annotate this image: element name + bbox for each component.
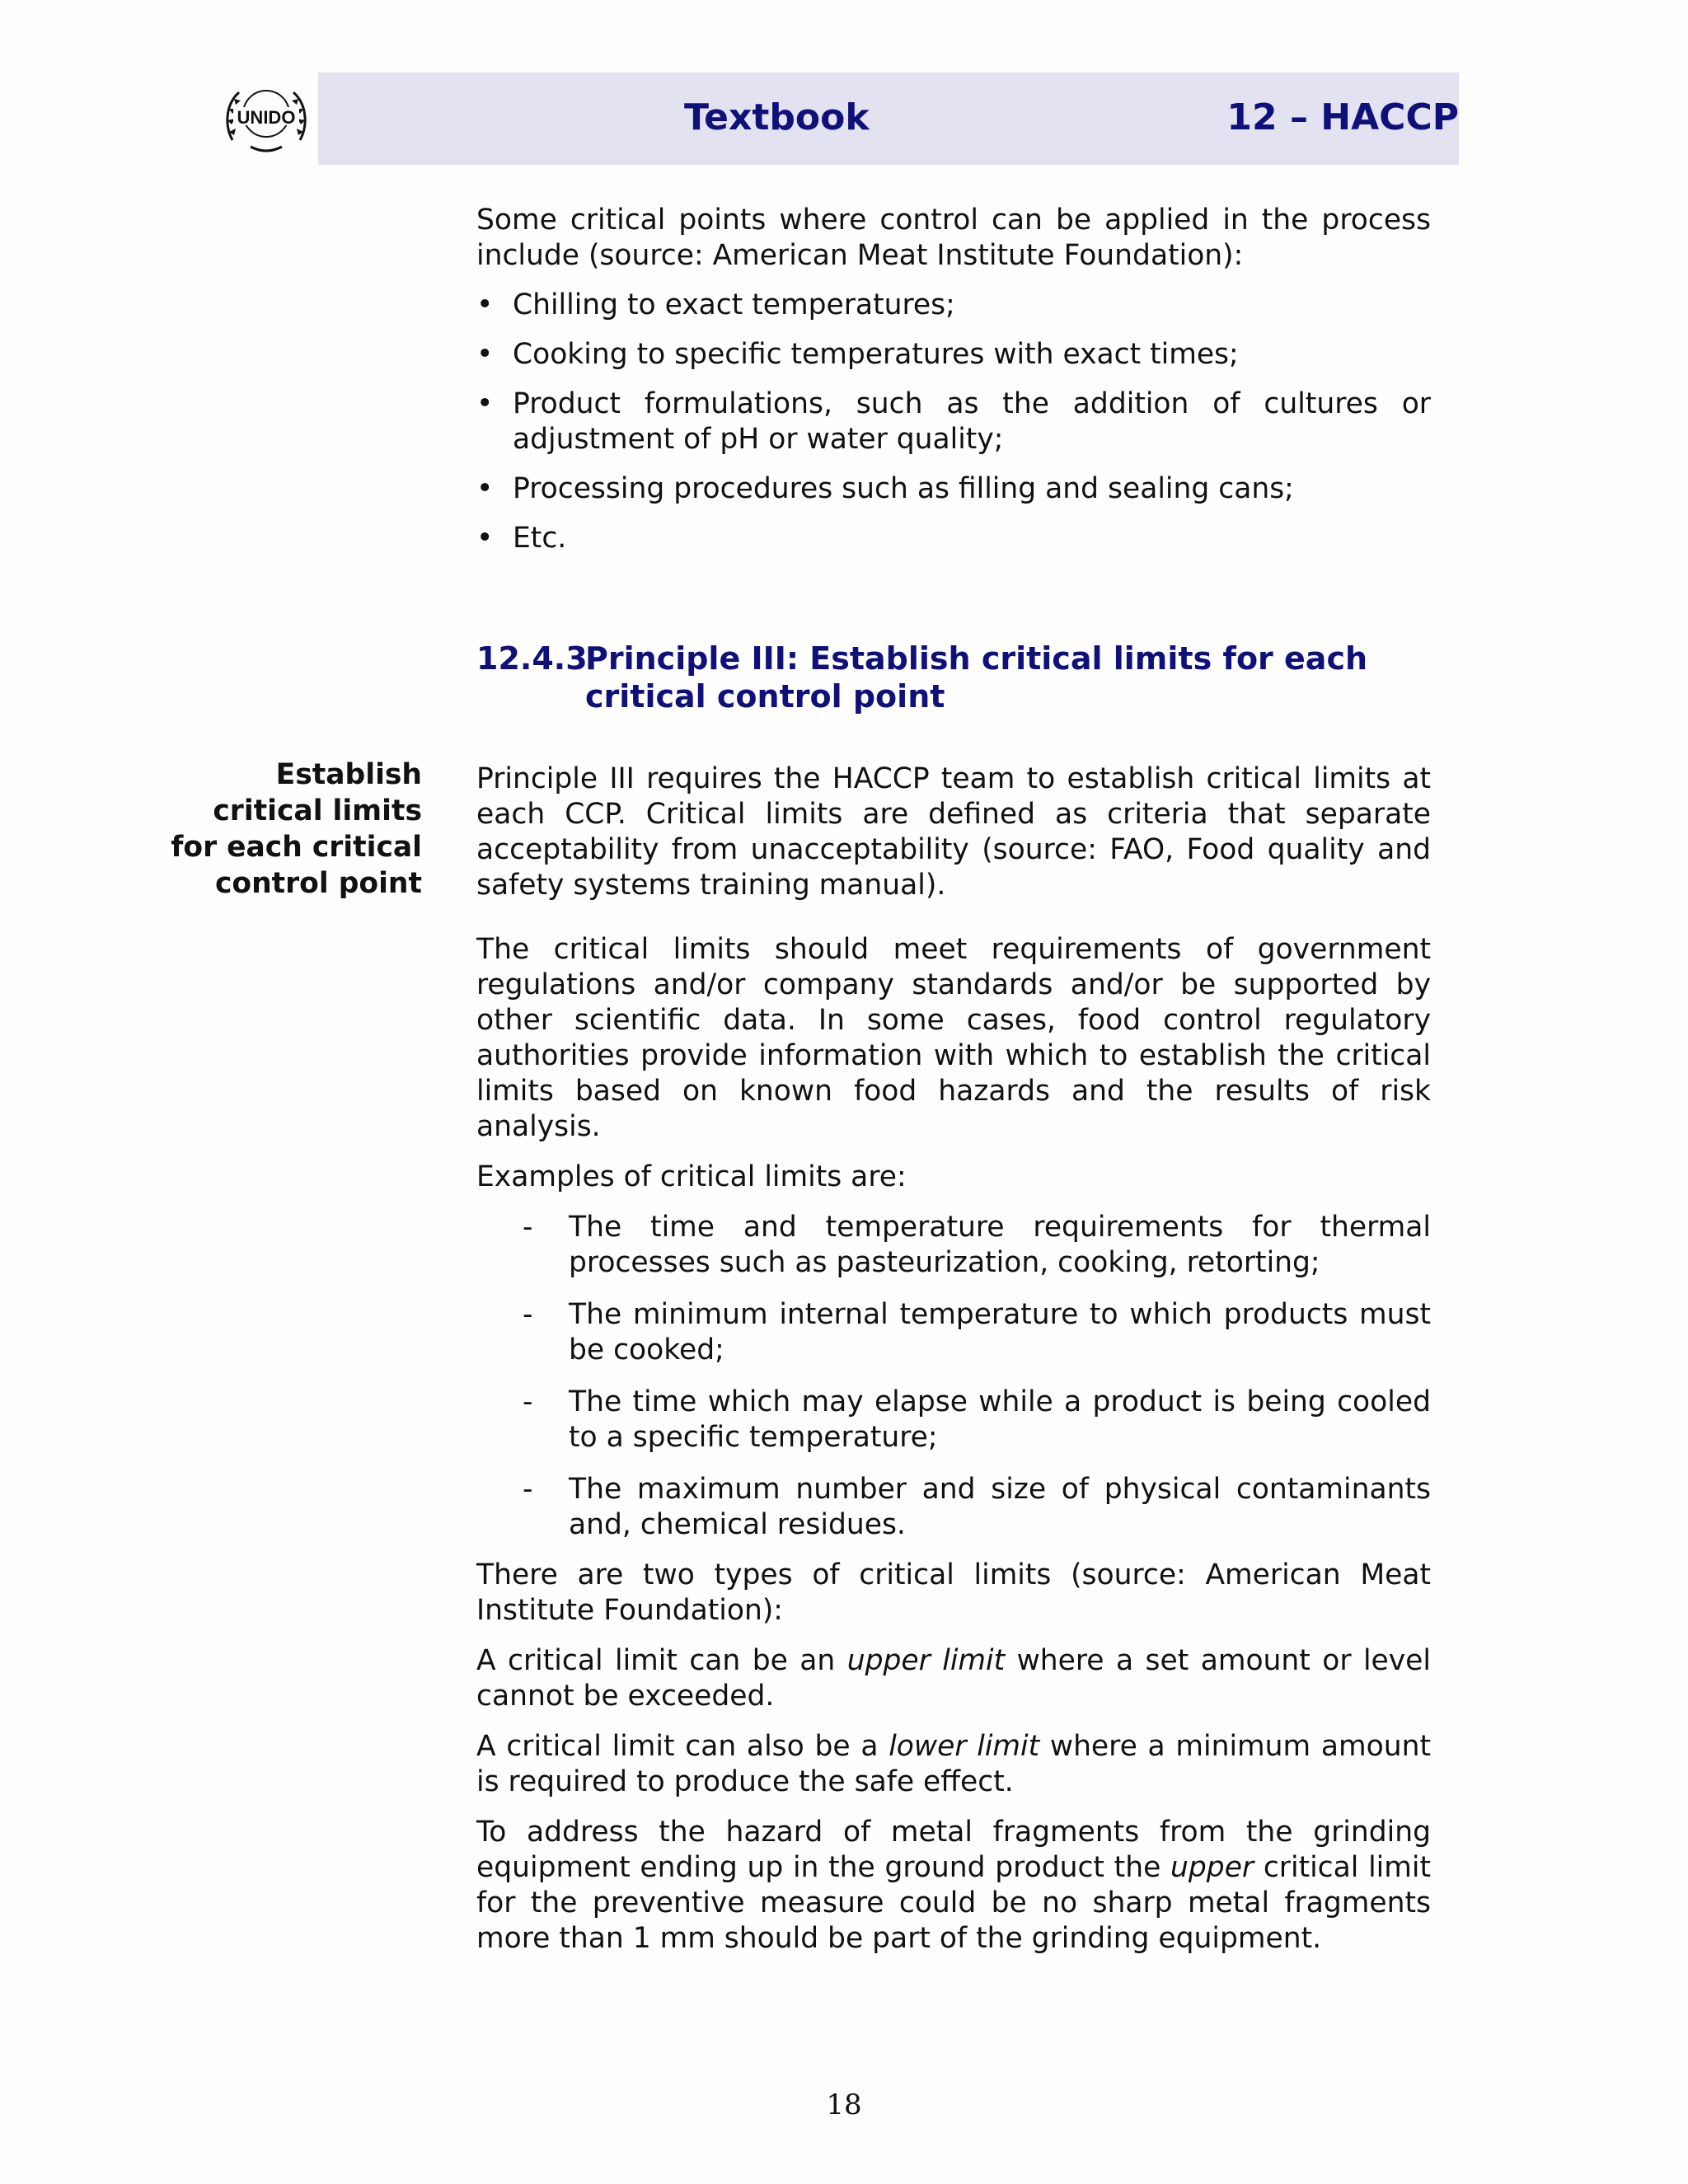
section-title: Principle III: Establish critical limits for each critical control point: [585, 640, 1368, 715]
paragraph: The critical limits should meet requirements of government regulations and/or company standards and/or be supported by other scientific data. In some cases, food control regulatory authorities provide information with which to establish the critical limits based on known food hazards and the results of risk analysis.: [476, 933, 1431, 1143]
intro-paragraph: Some critical points where control can be applied in the process include (source: American Meat Institute Foundation):: [476, 204, 1431, 272]
critical-points-list: [476, 288, 1431, 556]
list-item: • Chilling to exact temperatures;: [476, 288, 1431, 323]
list-item: - The time and temperature requirements for thermal processes such as pasteurization, cooking, retorting;: [476, 1210, 1431, 1281]
emphasis: upper: [1170, 1851, 1254, 1884]
list-item: - The maximum number and size of physical contaminants and, chemical residues.: [476, 1472, 1431, 1543]
list-item: - The time which may elapse while a product is being cooled to a specific temperature;: [476, 1385, 1431, 1455]
paragraph: There are two types of critical limits (source: American Meat Institute Foundation):: [476, 1558, 1431, 1627]
page-number: 18: [826, 2088, 862, 2121]
intro-block: [476, 203, 1431, 556]
list-item: • Cooking to specific temperatures with exact times;: [476, 337, 1431, 373]
body-block: [476, 762, 1431, 1957]
paragraph: Examples of critical limits are:: [476, 1160, 907, 1193]
list-item: - The minimum internal temperature to which products must be cooked;: [476, 1297, 1431, 1368]
paragraph: Principle III requires the HACCP team to establish critical limits at each CCP. Critical limits are defined as criteria that separate acceptability from unacceptability (source: FAO, Food quality and safety systems training manual).: [476, 762, 1431, 902]
header-title: Textbook: [684, 96, 870, 138]
paragraph: A critical limit can also be a lower limit where a minimum amount is required to produce the safe effect.: [476, 1730, 1431, 1798]
section-number: 12.4.3: [476, 640, 588, 677]
logo-text: UNIDO: [237, 107, 296, 128]
list-item: • Processing procedures such as filling and sealing cans;: [476, 471, 1431, 507]
list-item: • Etc.: [476, 521, 1431, 556]
section-heading: [476, 640, 1432, 715]
emphasis: upper limit: [846, 1644, 1006, 1677]
examples-list: [476, 1210, 1431, 1543]
paragraph: To address the hazard of metal fragments from the grinding equipment ending up in the ground product the upper critical limit for the preventive measure could be no sharp metal fragments more than 1 mm should be part of the grinding equipment.: [476, 1816, 1431, 1955]
paragraph: A critical limit can be an upper limit where a set amount or level cannot be exceeded.: [476, 1644, 1431, 1713]
unido-logo: [221, 82, 312, 158]
list-item: • Product formulations, such as the addition of cultures or adjustment of pH or water quality;: [476, 387, 1431, 457]
header-chapter: 12 – HACCP: [1226, 96, 1459, 138]
emphasis: lower limit: [889, 1730, 1040, 1763]
margin-note: Establish critical limits for each critical control point: [171, 758, 422, 900]
